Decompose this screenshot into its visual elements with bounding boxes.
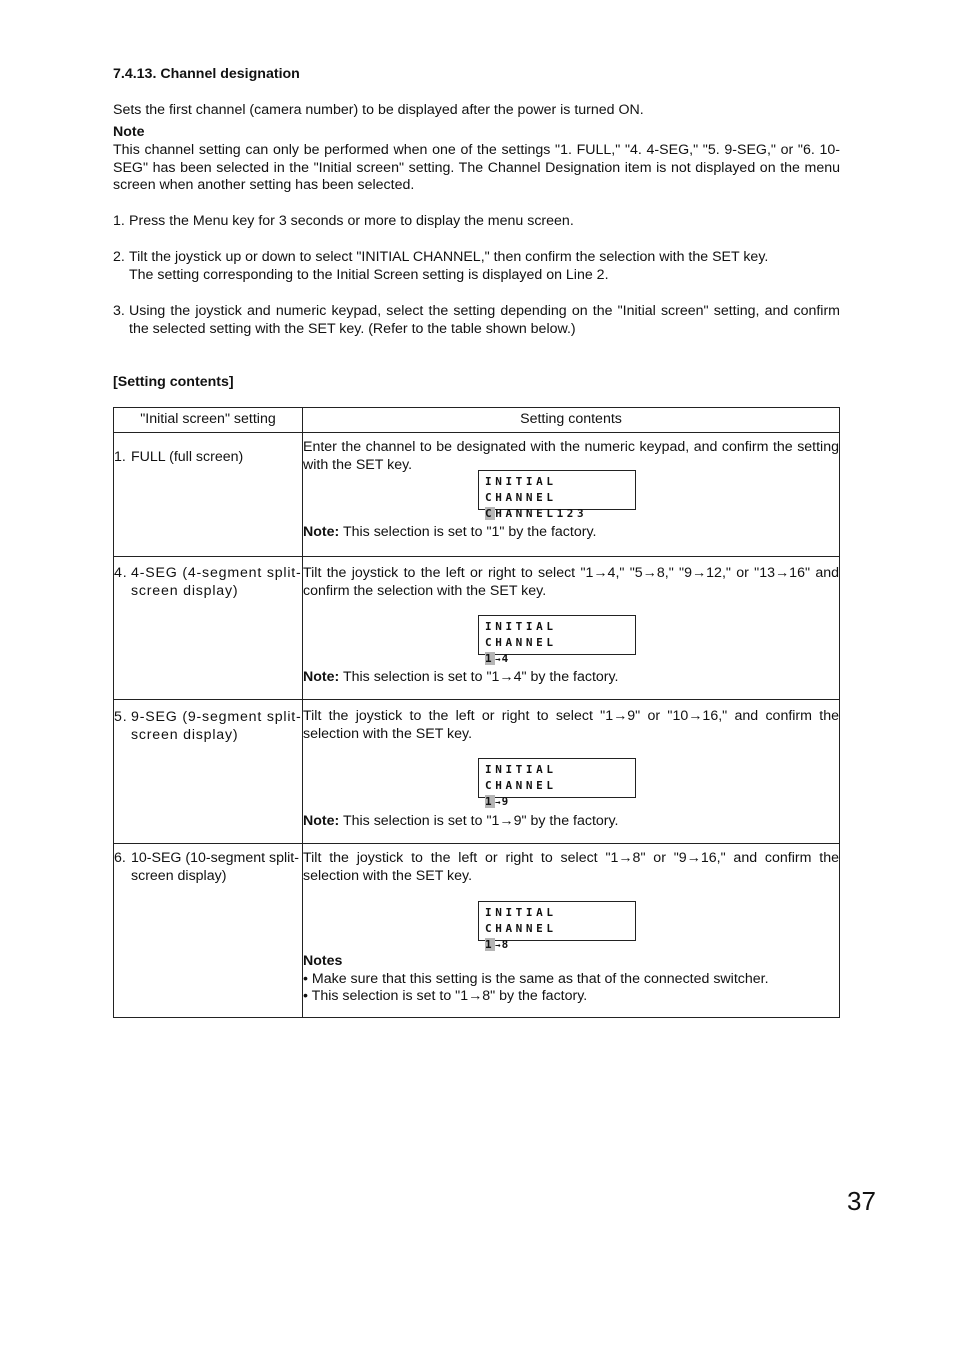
lcd-value: 8 [501, 938, 512, 952]
contents-cell [303, 557, 840, 700]
note-body: This channel setting can only be performed when one of the settings "1. FULL," "4. 4-SEG," "5. 9-SEG," or "6. 10-SEG" has been selected in the "Initial screen" setting. The Channel Designation item is not displayed on the menu screen when another setting has been selected. [113, 142, 840, 194]
settings-table [113, 407, 840, 1018]
step-2 [113, 249, 840, 284]
lcd-line-2 [485, 651, 635, 668]
step-text: Tilt the joystick up or down to select "INITIAL CHANNEL," then confirm the selection with the SET key. [129, 249, 769, 265]
contents-cell [303, 433, 840, 557]
step-number: 2. [113, 249, 125, 265]
note-text: This selection is set to "1→4" by the factory. [339, 669, 619, 686]
step-text: Press the Menu key for 3 seconds or more to display the menu screen. [129, 213, 574, 229]
table-row [114, 433, 840, 557]
note-label: Note: [303, 669, 340, 686]
section-heading: 7.4.13. Channel designation [113, 66, 300, 82]
setting-number: 5. [114, 709, 128, 725]
lcd-line-1: INITIAL CHANNEL [485, 906, 557, 936]
step-number: 3. [113, 303, 125, 319]
lcd-display [478, 470, 636, 521]
lcd-display [478, 901, 636, 952]
lcd-value: HANNEL123 [495, 507, 588, 521]
lcd-line-1: INITIAL CHANNEL [485, 620, 557, 650]
page-number: 37 [847, 1186, 876, 1216]
lcd-cursor: C [485, 507, 496, 521]
note-text: This selection is set to "1→9" by the factory. [339, 813, 619, 830]
step-number: 1. [113, 213, 125, 229]
lcd-line-1: INITIAL CHANNEL [485, 763, 557, 793]
table-row [114, 700, 840, 844]
step-text: Using the joystick and numeric keypad, select the setting depending on the "Initial screen" setting, and confirm the selected setting with the SET key. (Refer to the table shown below.) [129, 303, 840, 337]
setting-cell [114, 557, 303, 700]
contents-description: Enter the channel to be designated with the numeric keypad, and confirm the setting with the SET key. [303, 439, 839, 473]
setting-label [114, 449, 302, 467]
setting-name: FULL (full screen) [131, 449, 244, 465]
note-label: Note: [303, 813, 340, 830]
step-3 [113, 303, 840, 338]
lcd-display [478, 758, 636, 809]
notes-title: Notes [303, 953, 343, 970]
setting-cell [114, 844, 303, 1018]
lcd-arrow: → [495, 941, 502, 952]
intro-text: Sets the first channel (camera number) to be displayed after the power is turned ON. [113, 102, 644, 118]
setting-number: 6. [114, 850, 126, 866]
lcd-line-2 [485, 937, 635, 954]
lcd-arrow: → [495, 798, 502, 809]
step-1 [113, 213, 840, 231]
table-row [114, 844, 840, 1018]
notes-item: • This selection is set to "1→8" by the factory. [303, 988, 588, 1005]
factory-note [303, 669, 839, 687]
setting-cell [114, 433, 303, 557]
setting-label [114, 565, 302, 600]
setting-label [114, 850, 302, 885]
lcd-line-2 [485, 506, 635, 522]
setting-name: 9-SEG (9-segment split-screen display) [131, 709, 302, 743]
setting-number: 4. [114, 565, 128, 581]
setting-name: 10-SEG (10-segment split-screen display) [131, 850, 299, 884]
lcd-arrow: → [495, 655, 502, 666]
lcd-value: 4 [501, 652, 512, 666]
table-row [114, 557, 840, 700]
lcd-cursor: 1 [485, 652, 496, 666]
header-setting-contents: Setting contents [303, 408, 840, 433]
note-title: Note [113, 124, 145, 140]
note-label: Note: [303, 524, 340, 541]
lcd-line-1: INITIAL CHANNEL [485, 475, 557, 505]
note-text: This selection is set to "1" by the factory. [339, 524, 597, 541]
contents-description: Tilt the joystick to the left or right to select "1→9" or "10→16," and confirm the selection with the SET key. [303, 708, 839, 742]
header-initial-screen: "Initial screen" setting [114, 408, 303, 433]
lcd-cursor: 1 [485, 938, 496, 952]
lcd-cursor: 1 [485, 795, 496, 809]
step-subtext: The setting corresponding to the Initial Screen setting is displayed on Line 2. [129, 266, 609, 283]
lcd-line-2 [485, 794, 635, 811]
table-header-row [114, 408, 840, 433]
lcd-display [478, 615, 636, 666]
factory-note [303, 524, 839, 542]
notes-item: • Make sure that this setting is the same as that of the connected switcher. [303, 970, 769, 987]
lcd-value: 9 [501, 795, 512, 809]
contents-cell [303, 700, 840, 844]
setting-number: 1. [114, 449, 126, 465]
contents-description: Tilt the joystick to the left or right to select "1→8" or "9→16," and confirm the selection with the SET key. [303, 850, 839, 884]
setting-cell [114, 700, 303, 844]
factory-note [303, 813, 839, 831]
contents-cell [303, 844, 840, 1018]
setting-name: 4-SEG (4-segment split-screen display) [131, 565, 302, 599]
contents-description: Tilt the joystick to the left or right to select "1→4," "5→8," "9→12," or "13→16" and confirm the selection with the SET key. [303, 565, 839, 599]
setting-label [114, 709, 302, 744]
setting-contents-title: [Setting contents] [113, 374, 234, 390]
